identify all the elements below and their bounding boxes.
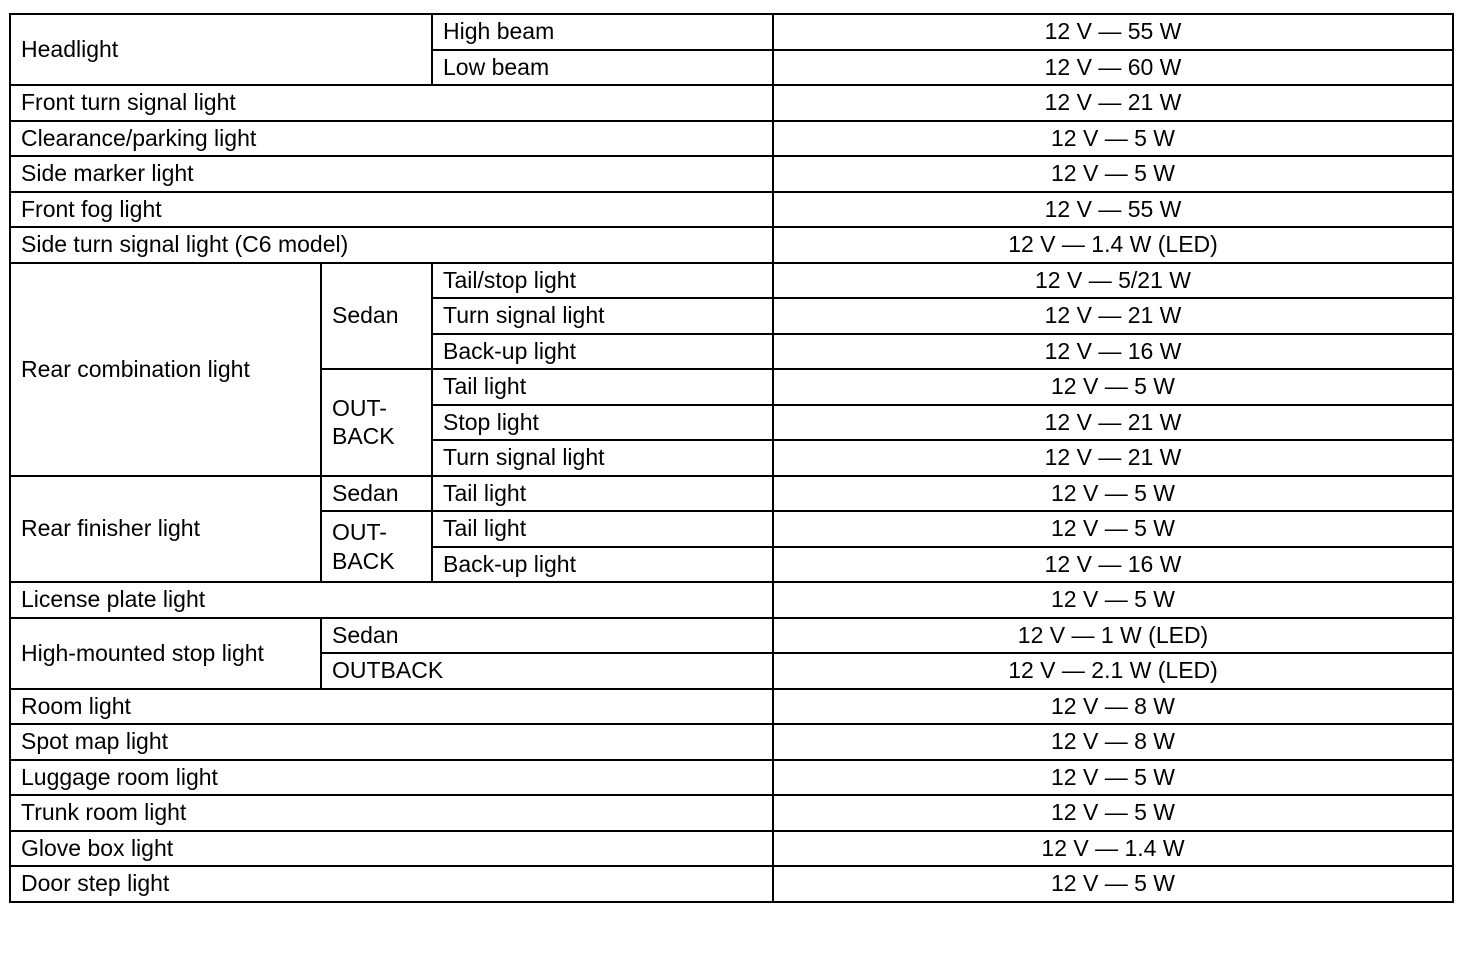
rear-combination-item-label: Back-up light: [432, 334, 773, 370]
high-mounted-stop-outback-label: OUTBACK: [321, 653, 773, 689]
rear-combination-label: Rear combination light: [10, 263, 321, 476]
rear-finisher-outback-label: OUT-BACK: [321, 511, 432, 582]
low-beam-label: Low beam: [432, 50, 773, 86]
luggage-room-value: 12 V — 5 W: [773, 760, 1453, 796]
door-step-label: Door step light: [10, 866, 773, 902]
room-light-value: 12 V — 8 W: [773, 689, 1453, 725]
rear-finisher-item-value: 12 V — 16 W: [773, 547, 1453, 583]
front-turn-signal-label: Front turn signal light: [10, 85, 773, 121]
room-light-label: Room light: [10, 689, 773, 725]
spot-map-label: Spot map light: [10, 724, 773, 760]
rear-combination-item-label: Turn signal light: [432, 440, 773, 476]
table-row: [10, 85, 1453, 121]
high-mounted-stop-sedan-value: 12 V — 1 W (LED): [773, 618, 1453, 654]
rear-finisher-item-label: Tail light: [432, 476, 773, 512]
table-row: [10, 618, 1453, 654]
rear-finisher-sedan-label: Sedan: [321, 476, 432, 512]
high-mounted-stop-outback-value: 12 V — 2.1 W (LED): [773, 653, 1453, 689]
luggage-room-label: Luggage room light: [10, 760, 773, 796]
table-row: [10, 795, 1453, 831]
table-row: [10, 263, 1453, 299]
side-marker-value: 12 V — 5 W: [773, 156, 1453, 192]
rear-finisher-item-label: Tail light: [432, 511, 773, 547]
rear-combination-item-label: Turn signal light: [432, 298, 773, 334]
glove-box-value: 12 V — 1.4 W: [773, 831, 1453, 867]
rear-finisher-item-value: 12 V — 5 W: [773, 511, 1453, 547]
table-row: [10, 14, 1453, 50]
table-row: [10, 156, 1453, 192]
table-row: [10, 582, 1453, 618]
spot-map-value: 12 V — 8 W: [773, 724, 1453, 760]
rear-combination-item-value: 12 V — 5/21 W: [773, 263, 1453, 299]
headlight-label: Headlight: [10, 14, 432, 85]
rear-combination-item-value: 12 V — 16 W: [773, 334, 1453, 370]
rear-combination-item-label: Stop light: [432, 405, 773, 441]
trunk-room-value: 12 V — 5 W: [773, 795, 1453, 831]
rear-combination-item-value: 12 V — 21 W: [773, 405, 1453, 441]
door-step-value: 12 V — 5 W: [773, 866, 1453, 902]
rear-combination-item-label: Tail light: [432, 369, 773, 405]
high-mounted-stop-sedan-label: Sedan: [321, 618, 773, 654]
table-row: [10, 192, 1453, 228]
side-marker-label: Side marker light: [10, 156, 773, 192]
table-row: [10, 121, 1453, 157]
glove-box-label: Glove box light: [10, 831, 773, 867]
rear-combination-item-label: Tail/stop light: [432, 263, 773, 299]
license-plate-label: License plate light: [10, 582, 773, 618]
high-beam-label: High beam: [432, 14, 773, 50]
front-fog-label: Front fog light: [10, 192, 773, 228]
clearance-parking-label: Clearance/parking light: [10, 121, 773, 157]
front-fog-value: 12 V — 55 W: [773, 192, 1453, 228]
clearance-parking-value: 12 V — 5 W: [773, 121, 1453, 157]
table-row: [10, 724, 1453, 760]
rear-combination-item-value: 12 V — 21 W: [773, 298, 1453, 334]
rear-combination-item-value: 12 V — 5 W: [773, 369, 1453, 405]
bulb-specification-table: [9, 13, 1454, 903]
high-beam-value: 12 V — 55 W: [773, 14, 1453, 50]
table-row: [10, 476, 1453, 512]
license-plate-value: 12 V — 5 W: [773, 582, 1453, 618]
side-turn-signal-label: Side turn signal light (C6 model): [10, 227, 773, 263]
table-row: [10, 689, 1453, 725]
table-row: [10, 831, 1453, 867]
trunk-room-label: Trunk room light: [10, 795, 773, 831]
high-mounted-stop-label: High-mounted stop light: [10, 618, 321, 689]
low-beam-value: 12 V — 60 W: [773, 50, 1453, 86]
rear-combination-outback-label: OUT-BACK: [321, 369, 432, 476]
rear-combination-item-value: 12 V — 21 W: [773, 440, 1453, 476]
rear-finisher-item-label: Back-up light: [432, 547, 773, 583]
rear-finisher-item-value: 12 V — 5 W: [773, 476, 1453, 512]
front-turn-signal-value: 12 V — 21 W: [773, 85, 1453, 121]
table-row: [10, 760, 1453, 796]
side-turn-signal-value: 12 V — 1.4 W (LED): [773, 227, 1453, 263]
rear-combination-sedan-label: Sedan: [321, 263, 432, 370]
rear-finisher-label: Rear finisher light: [10, 476, 321, 583]
table-row: [10, 227, 1453, 263]
table-row: [10, 866, 1453, 902]
